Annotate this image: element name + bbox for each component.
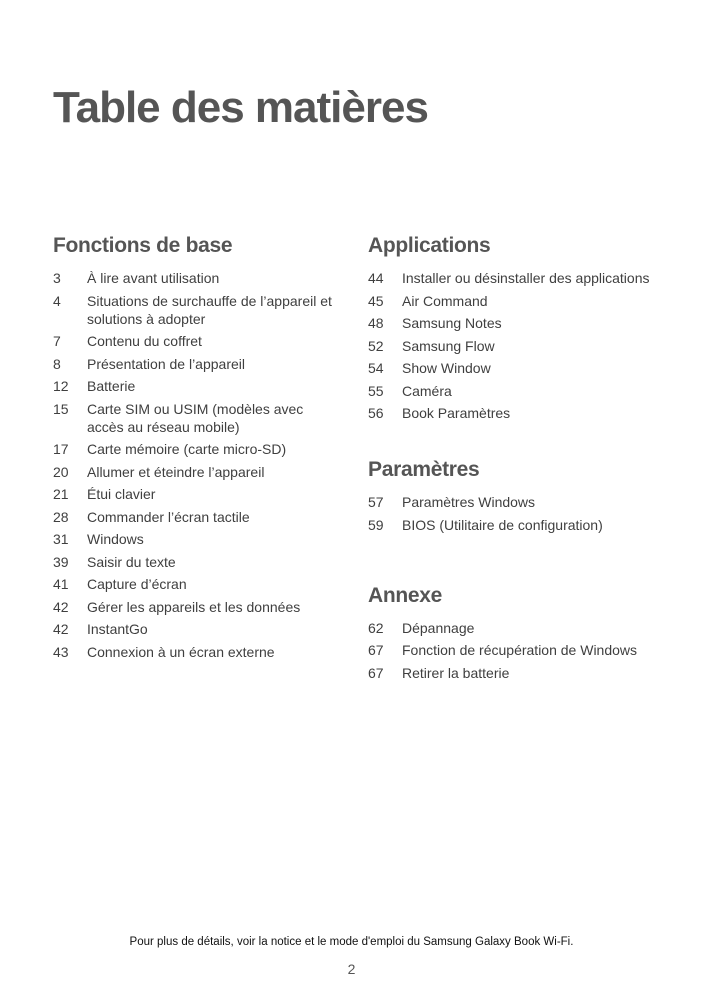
toc-entry-title: BIOS (Utilitaire de configuration) <box>402 516 603 533</box>
toc-entry-page-number: 62 <box>368 619 384 636</box>
toc-entry[interactable] <box>368 292 658 310</box>
toc-entry-title: Situations de surchauffe de l’appareil et solutions à adopter <box>87 292 332 327</box>
toc-entry-page-number: 39 <box>53 553 69 570</box>
toc-entry-page-number: 52 <box>368 337 384 354</box>
toc-entry-title: Saisir du texte <box>87 553 176 570</box>
toc-entry-title: InstantGo <box>87 621 148 637</box>
toc-entry-page-number: 55 <box>368 382 384 399</box>
toc-entry-list <box>368 493 658 534</box>
toc-entry[interactable] <box>53 377 338 395</box>
toc-entry-title: Présentation de l’appareil <box>87 355 245 372</box>
toc-entry-page-number: 4 <box>53 292 61 309</box>
toc-entry-page-number: 7 <box>53 333 61 349</box>
toc-entry-page-number: 48 <box>368 315 384 331</box>
toc-entry-title: Installer ou désinstaller des applications <box>402 270 650 286</box>
toc-section-applications <box>368 232 658 422</box>
toc-entry-title: Gérer les appareils et les données <box>87 598 301 615</box>
section-heading: Applications <box>368 234 491 257</box>
toc-entry-title: Capture d’écran <box>87 576 187 592</box>
section-heading: Fonctions de base <box>53 234 233 257</box>
toc-entry-page-number: 28 <box>53 508 69 525</box>
toc-entry[interactable] <box>53 485 338 503</box>
toc-entry-list <box>53 269 338 661</box>
toc-entry-page-number: 45 <box>368 292 384 309</box>
toc-entry[interactable] <box>53 292 338 328</box>
toc-entry-page-number: 41 <box>53 576 69 592</box>
toc-entry[interactable] <box>53 508 338 526</box>
toc-entry[interactable] <box>368 516 658 534</box>
toc-entry-page-number: 67 <box>368 664 384 681</box>
toc-entry-title: Paramètres Windows <box>402 494 536 510</box>
toc-entry[interactable] <box>368 359 658 377</box>
toc-entry-page-number: 54 <box>368 360 384 376</box>
toc-entry-page-number: 43 <box>53 643 69 660</box>
toc-entry[interactable] <box>53 269 338 287</box>
toc-entry[interactable] <box>53 598 338 616</box>
section-heading: Annexe <box>368 583 443 607</box>
toc-entry-title: Samsung Flow <box>402 337 495 354</box>
toc-entry-title: Windows <box>87 531 144 547</box>
toc-entry-page-number: 31 <box>53 531 69 547</box>
toc-entry-title: Samsung Notes <box>402 315 502 331</box>
toc-entry-page-number: 44 <box>368 270 384 286</box>
toc-entry[interactable] <box>53 530 338 548</box>
page-number: 2 <box>347 961 356 977</box>
toc-entry-title: Carte SIM ou USIM (modèles avec accès au réseau mobile) <box>87 400 304 435</box>
toc-entry-page-number: 21 <box>53 486 69 502</box>
toc-entry-page-number: 20 <box>53 463 69 480</box>
toc-entry-page-number: 57 <box>368 494 384 510</box>
toc-entry[interactable] <box>368 641 658 659</box>
toc-entry[interactable] <box>368 493 658 511</box>
toc-entry-list <box>368 619 658 682</box>
toc-entry-title: Air Command <box>402 292 488 309</box>
toc-section-parametres <box>368 456 658 534</box>
toc-entry-title: Caméra <box>402 382 452 399</box>
toc-entry-title: Connexion à un écran externe <box>87 643 275 660</box>
toc-entry-title: Commander l’écran tactile <box>87 508 250 525</box>
toc-entry[interactable] <box>53 440 338 458</box>
toc-entry-title: Étui clavier <box>87 486 156 502</box>
toc-entry-title: Show Window <box>402 360 491 376</box>
toc-entry-title: Dépannage <box>402 619 475 636</box>
toc-entry[interactable] <box>368 619 658 637</box>
toc-entry[interactable] <box>368 269 658 287</box>
toc-entry[interactable] <box>53 400 338 436</box>
toc-entry[interactable] <box>368 337 658 355</box>
toc-entry-page-number: 17 <box>53 441 69 457</box>
toc-entry[interactable] <box>53 553 338 571</box>
toc-entry[interactable] <box>53 575 338 593</box>
toc-entry-title: Allumer et éteindre l’appareil <box>87 463 265 480</box>
toc-entry-page-number: 67 <box>368 642 384 658</box>
toc-entry-page-number: 42 <box>53 598 69 615</box>
toc-entry[interactable] <box>368 664 658 682</box>
toc-entry-page-number: 15 <box>53 400 69 417</box>
toc-left-column <box>53 232 338 665</box>
toc-entry[interactable] <box>368 382 658 400</box>
toc-entry-title: Batterie <box>87 378 136 394</box>
toc-entry[interactable] <box>368 314 658 332</box>
toc-entry-title: Fonction de récupération de Windows <box>402 642 638 658</box>
toc-entry-title: Retirer la batterie <box>402 664 510 681</box>
toc-entry-page-number: 59 <box>368 516 384 533</box>
toc-entry-page-number: 8 <box>53 355 61 372</box>
toc-right-column <box>368 232 658 686</box>
toc-entry[interactable] <box>53 332 338 350</box>
toc-entry-page-number: 3 <box>53 270 61 286</box>
toc-entry-title: Contenu du coffret <box>87 333 202 349</box>
toc-entry[interactable] <box>53 643 338 661</box>
toc-entry-title: Carte mémoire (carte micro-SD) <box>87 441 287 457</box>
toc-entry[interactable] <box>53 463 338 481</box>
toc-entry[interactable] <box>368 404 658 422</box>
toc-entry[interactable] <box>53 355 338 373</box>
toc-section-fonctions-de-base <box>53 232 338 661</box>
toc-entry-title: À lire avant utilisation <box>87 270 220 286</box>
toc-entry-title: Book Paramètres <box>402 405 511 421</box>
footer-note: Pour plus de détails, voir la notice et le mode d'emploi du Samsung Galaxy Book Wi-Fi. <box>129 936 574 948</box>
toc-entry-list <box>368 269 658 422</box>
toc-entry-page-number: 12 <box>53 378 69 394</box>
toc-entry[interactable] <box>53 620 338 638</box>
toc-entry-page-number: 42 <box>53 621 69 637</box>
toc-entry-page-number: 56 <box>368 405 384 421</box>
page-title: Table des matières <box>53 83 428 132</box>
section-heading: Paramètres <box>368 458 480 481</box>
toc-section-annexe <box>368 582 658 682</box>
